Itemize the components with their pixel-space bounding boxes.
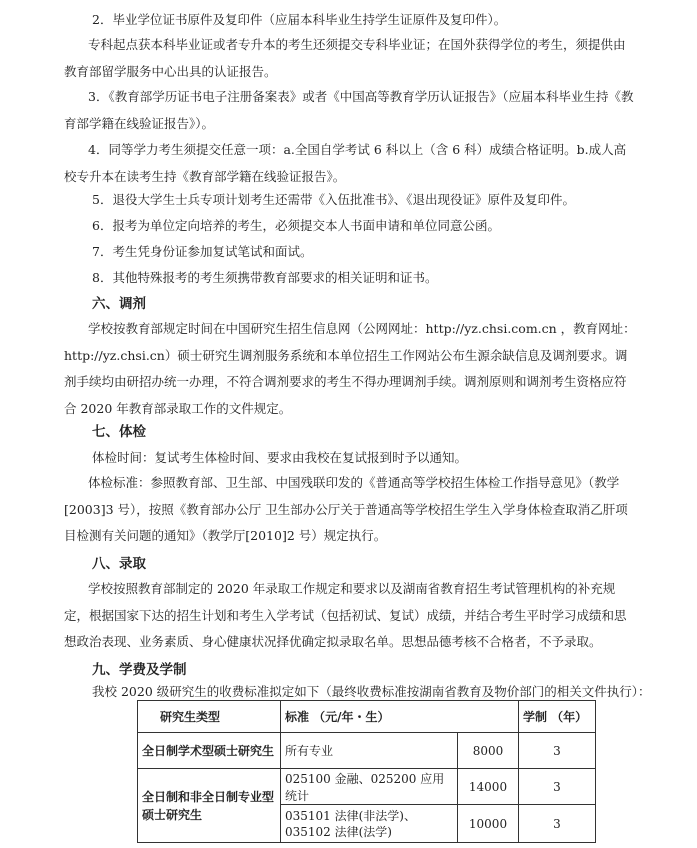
cell-years: 3 — [519, 769, 596, 805]
cell-fee: 8000 — [458, 733, 519, 769]
cell-major: 所有专业 — [281, 733, 458, 769]
cell-fee: 14000 — [458, 769, 519, 805]
section-9-body: 我校 2020 级研究生的收费标准拟定如下（最终收费标准按湖南省教育及物价部门的相关文件执行）： — [92, 684, 651, 699]
header-years: 学制 （年） — [519, 701, 596, 733]
cell-years: 3 — [519, 805, 596, 843]
section-7-heading: 七、体检 — [92, 424, 146, 440]
table-row — [138, 733, 596, 769]
cell-years: 3 — [519, 733, 596, 769]
item-7: 7．考生凭身份证参加复试笔试和面试。 — [92, 244, 313, 259]
cell-major: 035101 法律(非法学)、035102 法律(法学) — [281, 805, 458, 843]
table-header-row — [138, 701, 596, 733]
cell-type: 全日制学术型硕士研究生 — [138, 733, 281, 769]
cell-major: 025100 金融、025200 应用统计 — [281, 769, 458, 805]
section-9-heading: 九、学费及学制 — [92, 662, 187, 678]
item-6: 6．报考为单位定向培养的考生，必须提交本人书面申请和单位同意公函。 — [92, 218, 500, 233]
item-2: 2．毕业学位证书原件及复印件（应届本科毕业生持学生证原件及复印件）。 — [92, 12, 507, 27]
item-3: 3．《教育部学历证书电子注册备案表》或者《中国高等教育学历认证报告》（应届本科毕业生持《教育部学籍在线验证报告》）。 — [64, 89, 634, 131]
section-6-body: 学校按教育部规定时间在中国研究生招生信息网（公网网址：http://yz.chsi.com.cn ，教育网址：http://yz.chsi.cn）硕士研究生调剂服务系统和本单位招生工作网站公布生源余缺信息及调剂要求。调剂手续均由研招办统一办理，不符合调剂要求的考生不得办理调剂手续。调剂原则和调剂考生资格应符合 2020 年教育部录取工作的文件规定。 — [64, 321, 636, 416]
fee-table — [137, 700, 596, 843]
section-8-body: 学校按照教育部制定的 2020 年录取工作规定和要求以及湖南省教育招生考试管理机构的补充规定，根据国家下达的招生计划和考生入学考试（包括初试、复试）成绩，并结合考生平时学习成绩和思想政治表现、业务素质、身心健康状况择优确定拟录取名单。思想品德考核不合格者，不予录取。 — [64, 581, 627, 649]
item-8: 8．其他特殊报考的考生须携带教育部要求的相关证明和证书。 — [92, 270, 438, 285]
item-5: 5．退役大学生士兵专项计划考生还需带《入伍批准书》、《退出现役证》原件及复印件。 — [92, 192, 575, 207]
section-7-standard: 体检标准：参照教育部、卫生部、中国残联印发的《普通高等学校招生体检工作指导意见》（教学[2003]3 号），按照《教育部办公厅 卫生部办公厅关于普通高等学校招生学生入学身体检查取消乙肝项目检测有关问题的通知》（教学厅[2010]2 号）规定执行。 — [64, 475, 628, 543]
header-standard: 标准 （元/年・生） — [281, 701, 519, 733]
section-6-heading: 六、调剂 — [92, 296, 146, 312]
cell-fee: 10000 — [458, 805, 519, 843]
section-8-heading: 八、录取 — [92, 556, 146, 572]
item-4: 4．同等学力考生须提交任意一项：a.全国自学考试 6 科以上（含 6 科）成绩合格证明。b.成人高校专升本在读考生持《教育部学籍在线验证报告》。 — [64, 142, 627, 184]
item-2-note: 专科起点获本科毕业证或者专升本的考生还须提交专科毕业证；在国外获得学位的考生，须提供由教育部留学服务中心出具的认证报告。 — [64, 37, 626, 79]
cell-type: 全日制和非全日制专业型硕士研究生 — [138, 769, 281, 843]
table-row — [138, 769, 596, 805]
section-7-time: 体检时间：复试考生体检时间、要求由我校在复试报到时予以通知。 — [92, 450, 468, 465]
header-type: 研究生类型 — [138, 701, 281, 733]
